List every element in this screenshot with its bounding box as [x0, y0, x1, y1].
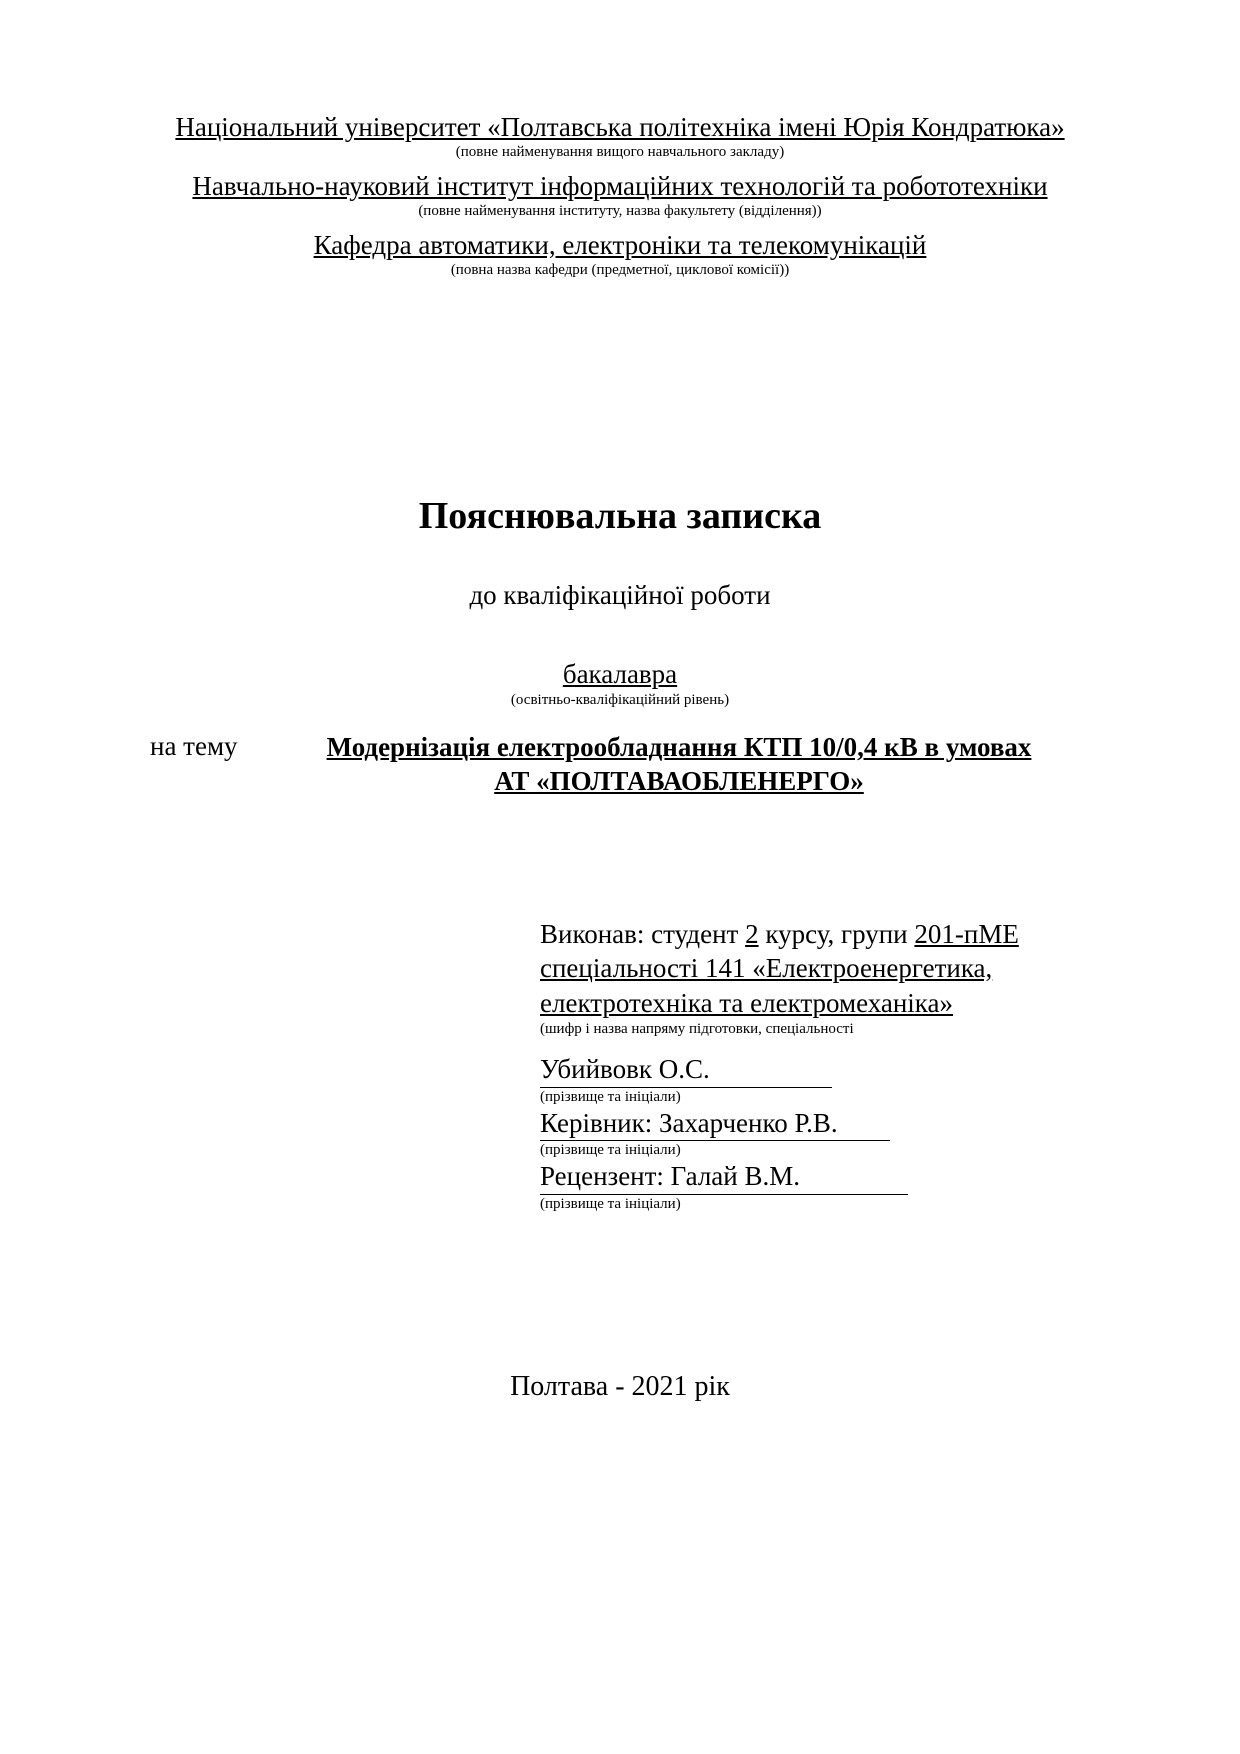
reviewer-signature-row — [540, 1159, 1040, 1195]
topic-line-1: Модернізація електрообладнання КТП 10/0,4 кВ в умовах — [326, 732, 1032, 763]
executor-group: 201-пМЕ — [914, 918, 1019, 949]
executor-prefix: Виконав: студент — [540, 918, 746, 949]
executor-course: 2 — [745, 918, 759, 949]
executor-block — [540, 917, 1040, 1213]
reviewer-name: Рецензент: Галай В.М. — [540, 1159, 908, 1195]
university-caption: (повне найменування вищого навчального закладу) — [455, 144, 785, 161]
executor-line — [540, 917, 1040, 952]
specialty-caption: (шифр і назва напряму підготовки, спеціальності — [540, 1021, 854, 1038]
executor-middle: курсу, групи — [758, 918, 915, 949]
reviewer-caption: (прізвище та ініціали) — [540, 1195, 681, 1212]
page-subtitle: до кваліфікаційної роботи — [469, 580, 771, 611]
degree-caption: (освітньо-кваліфікаційний рівень) — [510, 692, 730, 709]
topic-label: на тему — [150, 731, 238, 762]
supervisor-signature-row — [540, 1106, 1040, 1142]
university-name: Національний університет «Полтавська політехніка імені Юрія Кондратюка» — [175, 112, 1065, 142]
header-block — [150, 112, 1090, 279]
department-caption: (повна назва кафедри (предметної, циклової комісії)) — [450, 262, 790, 279]
institute-caption: (повне найменування інституту, назва факультету (відділення)) — [418, 203, 822, 220]
topic-row — [150, 731, 1090, 799]
department-name: Кафедра автоматики, електроніки та телекомунікацій — [313, 230, 927, 261]
topic-title — [268, 731, 1090, 799]
specialty-line-1: спеціальності 141 «Електроенергетика, — [540, 953, 993, 984]
student-signature-row — [540, 1052, 1040, 1088]
supervisor-caption: (прізвище та ініціали) — [540, 1142, 681, 1159]
page-title: Пояснювальна записка — [418, 495, 822, 538]
institute-name: Навчально-науковий інститут інформаційних технологій та робототехніки — [192, 171, 1048, 202]
degree-level: бакалавра — [562, 659, 678, 690]
supervisor-name: Керівник: Захарченко Р.В. — [540, 1106, 890, 1142]
specialty-line-2: електротехніка та електромеханіка» — [540, 987, 953, 1018]
student-name: Убийвовк О.С. — [540, 1052, 832, 1088]
topic-line-2: АТ «ПОЛТАВАОБЛЕНЕРГО» — [494, 765, 864, 796]
city-year: Полтава - 2021 рік — [510, 1370, 730, 1402]
student-caption: (прізвище та ініціали) — [540, 1088, 681, 1105]
